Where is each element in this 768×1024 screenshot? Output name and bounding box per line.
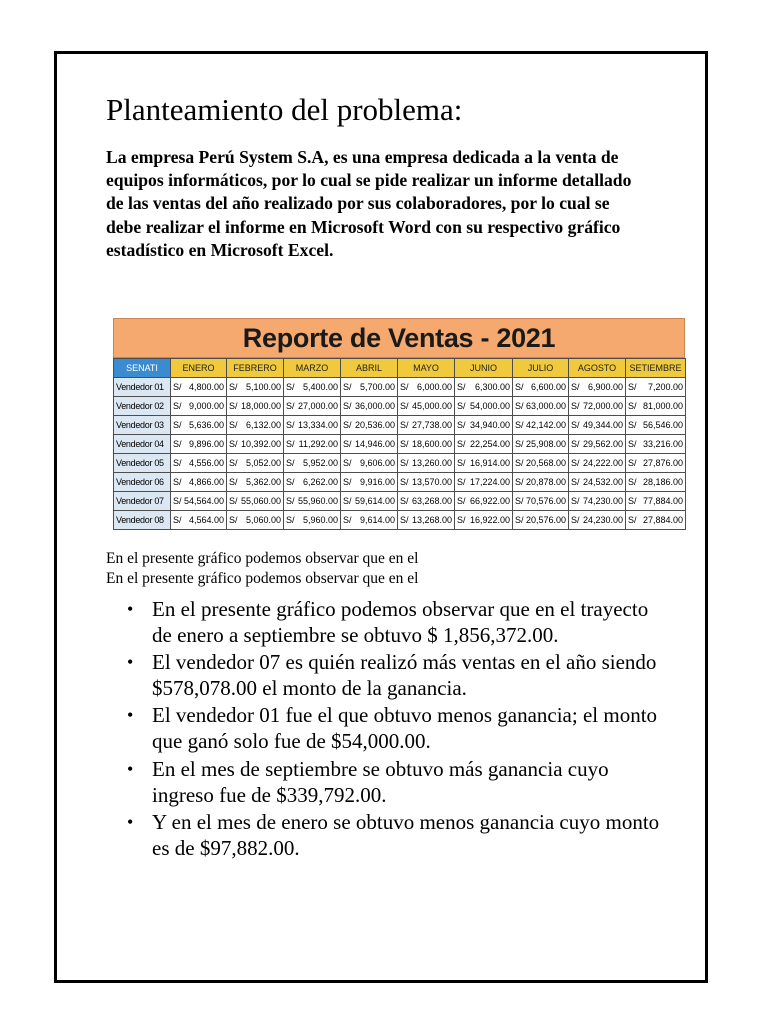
cell-value: 77,884.00	[642, 496, 683, 506]
currency-symbol: S/	[229, 420, 238, 430]
row-label: Vendedor 06	[114, 473, 171, 492]
grid-header-row	[114, 359, 686, 378]
table-cell	[171, 416, 227, 435]
currency-symbol: S/	[515, 382, 524, 392]
currency-symbol: S/	[286, 477, 295, 487]
table-cell	[341, 416, 398, 435]
currency-symbol: S/	[229, 477, 238, 487]
list-item	[124, 649, 664, 701]
table-cell	[513, 492, 569, 511]
cell-value: 14,946.00	[354, 439, 395, 449]
table-cell	[513, 435, 569, 454]
currency-symbol: S/	[515, 401, 524, 411]
table-cell	[341, 435, 398, 454]
column-header: MAYO	[398, 359, 455, 378]
cell-value: 6,132.00	[245, 420, 281, 430]
currency-symbol: S/	[229, 496, 238, 506]
currency-symbol: S/	[628, 420, 637, 430]
currency-symbol: S/	[286, 496, 295, 506]
cell-value: 27,000.00	[297, 401, 338, 411]
currency-symbol: S/	[515, 420, 524, 430]
currency-symbol: S/	[343, 420, 352, 430]
currency-symbol: S/	[571, 477, 580, 487]
cell-value: 72,000.00	[582, 401, 623, 411]
cell-value: 9,896.00	[188, 439, 224, 449]
table-cell	[341, 397, 398, 416]
table-cell	[513, 473, 569, 492]
report-title: Reporte de Ventas - 2021	[113, 318, 685, 358]
cell-value: 4,866.00	[188, 477, 224, 487]
currency-symbol: S/	[571, 496, 580, 506]
currency-symbol: S/	[515, 458, 524, 468]
table-cell	[398, 454, 455, 473]
cell-value: 11,292.00	[298, 439, 338, 449]
currency-symbol: S/	[571, 458, 580, 468]
table-cell	[284, 454, 341, 473]
cell-value: 70,576.00	[525, 496, 566, 506]
table-cell	[227, 378, 284, 397]
table-cell	[227, 435, 284, 454]
list-item-text: El vendedor 01 fue el que obtuvo menos ganancia; el monto que ganó solo fue de $54,000.00.	[152, 703, 658, 754]
table-cell	[284, 435, 341, 454]
currency-symbol: S/	[628, 439, 637, 449]
table-cell	[569, 454, 626, 473]
cell-value: 25,908.00	[525, 439, 566, 449]
currency-symbol: S/	[173, 458, 182, 468]
table-row	[114, 511, 686, 530]
table-cell	[284, 416, 341, 435]
table-cell	[513, 416, 569, 435]
cell-value: 16,914.00	[469, 458, 510, 468]
table-cell	[455, 492, 513, 511]
currency-symbol: S/	[400, 458, 409, 468]
table-cell	[398, 416, 455, 435]
currency-symbol: S/	[343, 458, 352, 468]
cell-value: 81,000.00	[642, 401, 683, 411]
currency-symbol: S/	[173, 382, 182, 392]
list-item-text: El vendedor 07 es quién realizó más ventas en el año siendo $578,078.00 el monto de la ganancia.	[152, 650, 657, 701]
currency-symbol: S/	[571, 439, 580, 449]
table-cell	[341, 454, 398, 473]
cell-value: 6,900.00	[587, 382, 623, 392]
currency-symbol: S/	[628, 477, 637, 487]
currency-symbol: S/	[173, 496, 182, 506]
table-cell	[626, 435, 686, 454]
list-item	[124, 809, 664, 861]
table-cell	[341, 378, 398, 397]
cell-value: 5,060.00	[245, 515, 281, 525]
bullet-icon: •	[127, 652, 134, 673]
currency-symbol: S/	[286, 439, 295, 449]
currency-symbol: S/	[628, 515, 637, 525]
bullet-icon: •	[127, 811, 134, 832]
table-cell	[284, 397, 341, 416]
currency-symbol: S/	[400, 515, 409, 525]
table-cell	[626, 416, 686, 435]
cell-value: 6,000.00	[416, 382, 452, 392]
table-cell	[569, 416, 626, 435]
currency-symbol: S/	[515, 477, 524, 487]
column-header: ABRIL	[341, 359, 398, 378]
table-cell	[626, 378, 686, 397]
cell-value: 66,922.00	[469, 496, 510, 506]
table-row	[114, 378, 686, 397]
page-title: Planteamiento del problema:	[106, 92, 463, 127]
cell-value: 29,562.00	[582, 439, 623, 449]
table-cell	[455, 435, 513, 454]
cell-value: 49,344.00	[582, 420, 623, 430]
table-cell	[626, 397, 686, 416]
cell-value: 59,614.00	[354, 496, 395, 506]
cell-value: 20,536.00	[354, 420, 395, 430]
currency-symbol: S/	[229, 439, 238, 449]
column-header: MARZO	[284, 359, 341, 378]
table-cell	[171, 397, 227, 416]
caption-line-1: En el presente gráfico podemos observar que en el	[106, 550, 419, 567]
cell-value: 5,700.00	[359, 382, 395, 392]
cell-value: 5,100.00	[245, 382, 281, 392]
currency-symbol: S/	[400, 420, 409, 430]
cell-value: 5,952.00	[302, 458, 338, 468]
currency-symbol: S/	[343, 382, 352, 392]
bullet-icon: •	[127, 705, 134, 726]
cell-value: 13,260.00	[411, 458, 452, 468]
cell-value: 17,224.00	[469, 477, 510, 487]
currency-symbol: S/	[515, 439, 524, 449]
cell-value: 54,564.00	[183, 496, 224, 506]
cell-value: 36,000.00	[354, 401, 395, 411]
row-label: Vendedor 02	[114, 397, 171, 416]
caption-line-2: En el presente gráfico podemos observar que en el	[106, 570, 419, 587]
corner-label: SENATI	[114, 359, 171, 378]
currency-symbol: S/	[229, 515, 238, 525]
cell-value: 27,876.00	[642, 458, 683, 468]
table-cell	[626, 473, 686, 492]
cell-value: 9,000.00	[188, 401, 224, 411]
cell-value: 5,636.00	[188, 420, 224, 430]
table-cell	[569, 473, 626, 492]
cell-value: 5,400.00	[302, 382, 338, 392]
table-cell	[398, 378, 455, 397]
problem-statement: La empresa Perú System S.A, es una empresa dedicada a la venta de equipos informáticos, por lo cual se pide realizar un informe detallado de las ventas del año realizado por sus colaboradores, por lo cual se debe realizar el informe en Microsoft Word con su respectivo gráfico estadístico en Microsoft Excel.	[106, 147, 632, 260]
currency-symbol: S/	[400, 477, 409, 487]
currency-symbol: S/	[229, 401, 238, 411]
cell-value: 10,392.00	[240, 439, 281, 449]
row-label: Vendedor 03	[114, 416, 171, 435]
cell-value: 20,576.00	[525, 515, 566, 525]
table-row	[114, 454, 686, 473]
cell-value: 55,960.00	[297, 496, 338, 506]
currency-symbol: S/	[286, 458, 295, 468]
currency-symbol: S/	[571, 420, 580, 430]
table-cell	[284, 378, 341, 397]
currency-symbol: S/	[173, 439, 182, 449]
table-cell	[398, 397, 455, 416]
table-cell	[398, 511, 455, 530]
bullet-icon: •	[127, 758, 134, 779]
currency-symbol: S/	[343, 401, 352, 411]
cell-value: 24,222.00	[582, 458, 623, 468]
table-cell	[626, 511, 686, 530]
table-cell	[455, 454, 513, 473]
cell-value: 5,362.00	[245, 477, 281, 487]
table-cell	[171, 435, 227, 454]
column-header: SETIEMBRE	[626, 359, 686, 378]
cell-value: 34,940.00	[469, 420, 510, 430]
currency-symbol: S/	[343, 477, 352, 487]
list-item	[124, 596, 664, 648]
currency-symbol: S/	[286, 515, 295, 525]
currency-symbol: S/	[457, 439, 466, 449]
table-row	[114, 473, 686, 492]
cell-value: 74,230.00	[582, 496, 623, 506]
table-cell	[284, 492, 341, 511]
table-cell	[569, 378, 626, 397]
cell-value: 18,600.00	[411, 439, 452, 449]
list-item-text: Y en el mes de enero se obtuvo menos ganancia cuyo monto es de $97,882.00.	[152, 809, 660, 860]
cell-value: 45,000.00	[411, 401, 452, 411]
cell-value: 20,878.00	[525, 477, 566, 487]
currency-symbol: S/	[515, 515, 524, 525]
currency-symbol: S/	[457, 458, 466, 468]
table-cell	[398, 473, 455, 492]
currency-symbol: S/	[571, 515, 580, 525]
table-cell	[341, 511, 398, 530]
table-cell	[171, 473, 227, 492]
currency-symbol: S/	[515, 496, 524, 506]
table-cell	[569, 435, 626, 454]
row-label: Vendedor 05	[114, 454, 171, 473]
column-header: ENERO	[171, 359, 227, 378]
bullet-icon: •	[127, 599, 134, 619]
table-cell	[455, 511, 513, 530]
cell-value: 13,570.00	[411, 477, 452, 487]
table-cell	[227, 397, 284, 416]
currency-symbol: S/	[343, 439, 352, 449]
cell-value: 5,052.00	[245, 458, 281, 468]
cell-value: 24,230.00	[582, 515, 623, 525]
cell-value: 13,268.00	[411, 515, 452, 525]
cell-value: 54,000.00	[469, 401, 510, 411]
table-cell	[455, 378, 513, 397]
table-cell	[513, 511, 569, 530]
cell-value: 4,564.00	[188, 515, 224, 525]
currency-symbol: S/	[173, 477, 182, 487]
cell-value: 6,600.00	[530, 382, 566, 392]
table-row	[114, 435, 686, 454]
currency-symbol: S/	[400, 496, 409, 506]
cell-value: 55,060.00	[240, 496, 281, 506]
sales-report-table	[113, 318, 685, 531]
currency-symbol: S/	[457, 382, 466, 392]
currency-symbol: S/	[229, 458, 238, 468]
cell-value: 20,568.00	[525, 458, 566, 468]
table-cell	[341, 492, 398, 511]
list-item	[124, 756, 664, 808]
table-cell	[227, 454, 284, 473]
currency-symbol: S/	[286, 420, 295, 430]
currency-symbol: S/	[173, 515, 182, 525]
currency-symbol: S/	[571, 382, 580, 392]
list-item	[124, 702, 664, 754]
currency-symbol: S/	[628, 401, 637, 411]
currency-symbol: S/	[343, 496, 352, 506]
cell-value: 9,606.00	[359, 458, 395, 468]
cell-value: 63,000.00	[525, 401, 566, 411]
currency-symbol: S/	[628, 458, 637, 468]
row-label: Vendedor 04	[114, 435, 171, 454]
currency-symbol: S/	[628, 496, 637, 506]
cell-value: 63,268.00	[411, 496, 452, 506]
cell-value: 18,000.00	[240, 401, 281, 411]
table-cell	[398, 435, 455, 454]
sales-grid	[113, 358, 686, 530]
currency-symbol: S/	[343, 515, 352, 525]
table-cell	[455, 473, 513, 492]
currency-symbol: S/	[400, 382, 409, 392]
table-cell	[569, 492, 626, 511]
cell-value: 6,262.00	[302, 477, 338, 487]
row-label: Vendedor 07	[114, 492, 171, 511]
list-item-text: En el presente gráfico podemos observar que en el trayecto de enero a septiembre se obtuvo $ 1,856,372.00.	[152, 597, 649, 647]
table-cell	[171, 378, 227, 397]
table-row	[114, 397, 686, 416]
cell-value: 4,800.00	[188, 382, 224, 392]
table-cell	[227, 416, 284, 435]
table-cell	[513, 454, 569, 473]
cell-value: 9,916.00	[359, 477, 395, 487]
cell-value: 42,142.00	[525, 420, 566, 430]
cell-value: 56,546.00	[642, 420, 683, 430]
table-cell	[626, 454, 686, 473]
currency-symbol: S/	[173, 401, 182, 411]
table-cell	[284, 473, 341, 492]
table-cell	[171, 511, 227, 530]
currency-symbol: S/	[457, 420, 466, 430]
currency-symbol: S/	[457, 515, 466, 525]
currency-symbol: S/	[286, 401, 295, 411]
cell-value: 24,532.00	[582, 477, 623, 487]
table-cell	[569, 511, 626, 530]
table-cell	[341, 473, 398, 492]
table-row	[114, 416, 686, 435]
currency-symbol: S/	[457, 401, 466, 411]
table-cell	[398, 492, 455, 511]
currency-symbol: S/	[229, 382, 238, 392]
cell-value: 22,254.00	[469, 439, 510, 449]
table-cell	[227, 492, 284, 511]
cell-value: 33,216.00	[642, 439, 683, 449]
table-cell	[227, 511, 284, 530]
column-header: FEBRERO	[227, 359, 284, 378]
cell-value: 4,556.00	[188, 458, 224, 468]
currency-symbol: S/	[457, 477, 466, 487]
currency-symbol: S/	[400, 401, 409, 411]
table-cell	[455, 416, 513, 435]
cell-value: 7,200.00	[647, 382, 683, 392]
currency-symbol: S/	[400, 439, 409, 449]
column-header: JULIO	[513, 359, 569, 378]
currency-symbol: S/	[457, 496, 466, 506]
cell-value: 6,300.00	[474, 382, 510, 392]
list-item-text: En el mes de septiembre se obtuvo más ganancia cuyo ingreso fue de $339,792.00.	[152, 756, 609, 807]
cell-value: 5,960.00	[302, 515, 338, 525]
row-label: Vendedor 01	[114, 378, 171, 397]
table-cell	[284, 511, 341, 530]
column-header: JUNIO	[455, 359, 513, 378]
cell-value: 28,186.00	[642, 477, 683, 487]
table-cell	[513, 378, 569, 397]
findings-list	[124, 596, 664, 862]
cell-value: 27,738.00	[411, 420, 452, 430]
column-header: AGOSTO	[569, 359, 626, 378]
table-cell	[513, 397, 569, 416]
table-cell	[455, 397, 513, 416]
row-label: Vendedor 08	[114, 511, 171, 530]
currency-symbol: S/	[173, 420, 182, 430]
currency-symbol: S/	[286, 382, 295, 392]
cell-value: 27,884.00	[642, 515, 683, 525]
currency-symbol: S/	[571, 401, 580, 411]
cell-value: 13,334.00	[297, 420, 338, 430]
table-row	[114, 492, 686, 511]
table-cell	[626, 492, 686, 511]
cell-value: 9,614.00	[359, 515, 395, 525]
cell-value: 16,922.00	[469, 515, 510, 525]
table-cell	[171, 492, 227, 511]
grid-body	[114, 378, 686, 530]
table-cell	[569, 397, 626, 416]
table-cell	[171, 454, 227, 473]
currency-symbol: S/	[628, 382, 637, 392]
table-cell	[227, 473, 284, 492]
